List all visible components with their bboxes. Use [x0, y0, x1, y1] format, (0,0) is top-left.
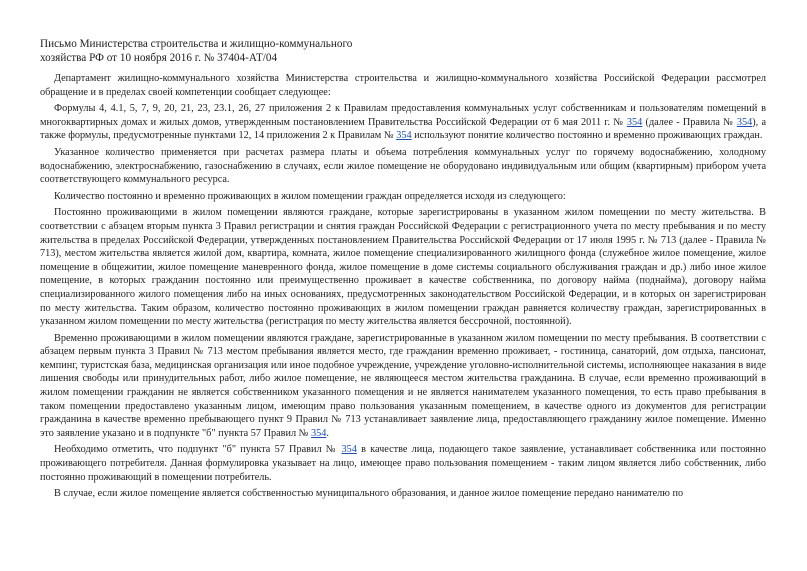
link-rules-354[interactable]: 354 — [341, 444, 357, 456]
paragraph-formulas: Формулы 4, 4.1, 5, 7, 9, 20, 21, 23, 23.1, 26, 27 приложения 2 к Правилам предоставления коммунальных услуг собственникам и пользователям помещений в многоквартирных домах и жилых домов, утвержденным постановлением Правительства Российской Федерации от 6 мая 2011 г. № 354 (далее - Правила № 354), а также формулы, предусмотренные пунктами 12, 14 приложения 2 к Правилам № 354 используют понятие количество постоянно и временно проживающих граждан. — [40, 103, 766, 142]
link-rules-354[interactable]: 354 — [736, 116, 753, 128]
paragraph-intro: Департамент жилищно-коммунального хозяйства Министерства строительства и жилищно-коммунального хозяйства Российской Федерации рассмотрел обращение и в пределах своей компетенции сообщает следующее: — [40, 73, 766, 98]
paragraph-application: Указанное количество применяется при расчетах размера платы и объема потребления коммунальных услуг по горячему водоснабжению, холодному водоснабжению, электроснабжению, газоснабжению в случаях, если жилое помещение не оборудовано индивидуальным или общим (квартирным) прибором учета соответствующего коммунального ресурса. — [40, 146, 766, 186]
paragraph-temporary-residents: Временно проживающими в жилом помещении являются граждане, зарегистрированные в указанном жилом помещении по месту пребывания. В соответствии с абзацем первым пункта 3 Правил № 713 местом пребывания является место, где гражданин временно проживает, - гостиница, санаторий, дом отдыха, пансионат, кемпинг, туристская база, медицинская организация или иное подобное учреждение, учреждение уголовно-исполнительной системы, исполняющее наказания в виде лишения свободы или принудительных работ, либо жилое помещение, не являющееся местом жительства гражданина. В случае, если временно проживающий в жилом помещении гражданин не является собственником указанного помещения и не является нанимателем указанного помещения, то есть право пребывания в таком помещении предоставлено указанным лицом, имеющим право пользования указанным помещением, в качестве одного из документов для регистрации гражданина в качестве временно пребывающего пункт 9 Правил № 713 устанавливает заявление лица, предоставляющего гражданину жилое помещение. Именно это заявление указано и в подпункте "б" пункта 57 Правил № 354. — [40, 332, 766, 439]
document-title-line-1: Письмо Министерства строительства и жилищно-коммунального — [40, 38, 353, 50]
link-rules-354[interactable]: 354 — [626, 116, 643, 128]
paragraph-note: Необходимо отметить, что подпункт "б" пункта 57 Правил № 354 в качестве лица, подающего такое заявление, устанавливает собственника или постоянно проживающего потребителя. Данная формулировка указывает на лицо, имеющее право пользования помещением - таким лицом является либо собственник, либо постоянно проживающий в помещении потребитель. — [40, 444, 766, 483]
document-title — [40, 37, 440, 65]
link-rules-354[interactable]: 354 — [396, 130, 412, 142]
document-title-line-2: хозяйства РФ от 10 ноября 2016 г. № 37404-АТ/04 — [40, 52, 278, 64]
document-body — [40, 72, 766, 504]
link-rules-354[interactable]: 354 — [311, 427, 327, 439]
paragraph-count-rule: Количество постоянно и временно проживающих в жилом помещении граждан определяется исходя из следующего: — [54, 190, 566, 202]
paragraph-municipal: В случае, если жилое помещение является собственностью муниципального образования, и данное жилое помещение передано нанимателю по — [54, 488, 684, 500]
paragraph-permanent-residents: Постоянно проживающими в жилом помещении являются граждане, которые зарегистрированы в указанном жилом помещении по месту жительства. В соответствии с абзацем вторым пункта 3 Правил регистрации и снятия граждан Российской Федерации с регистрационного учета по месту пребывания и по месту жительства в пределах Российской Федерации, утвержденных постановлением Правительства Российской Федерации от 17 июля 1995 г. № 713 (далее - Правила № 713), местом жительства является жилой дом, квартира, комната, жилое помещение специализированного жилищного фонда (служебное жилое помещение, жилое помещение в общежитии, жилое помещение маневренного фонда, жилое помещение в доме системы социального обслуживания граждан и др.) либо иное жилое помещение, в которых гражданин постоянно или преимущественно проживает в качестве собственника, по договору найма (поднайма), договору найма специализированного жилого помещения либо на иных основаниях, предусмотренных законодательством Российской Федерации, и в которых он зарегистрирован по месту жительства. Таким образом, количество постоянно проживающих в жилом помещении граждан равняется количеству граждан, зарегистрированных в указанном жилом помещении по месту жительства (регистрация по месту жительства является бессрочной, постоянной). — [40, 207, 766, 328]
